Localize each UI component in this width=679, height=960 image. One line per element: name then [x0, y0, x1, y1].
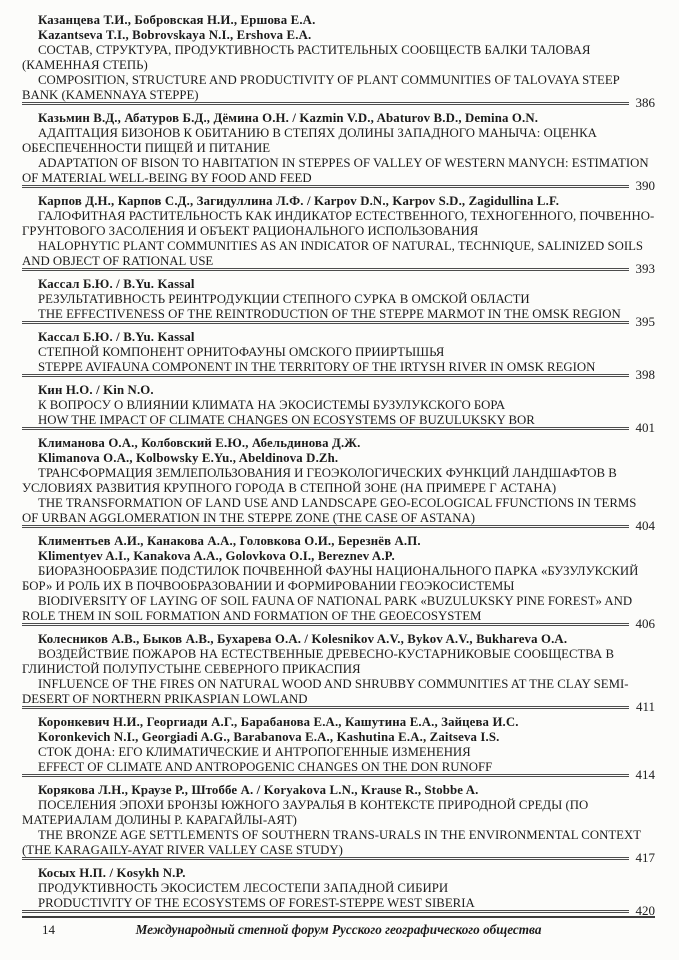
leader-rule — [22, 427, 629, 430]
author-line: Klimentyev A.I., Kanakova A.A., Golovkova O.I., Bereznev A.P. — [38, 549, 395, 563]
author-line: Kazantseva T.I., Bobrovskaya N.I., Ershova E.A. — [38, 28, 312, 42]
entry-authors — [22, 866, 655, 881]
entry-title-ru: ГАЛОФИТНАЯ РАСТИТЕЛЬНОСТЬ КАК ИНДИКАТОР ЕСТЕСТВЕННОГО, ТЕХНОГЕННОГО, ПОЧВЕННО-ГРУНТОВОГО ЗАСОЛЕНИЯ И ОБЪЕКТ РАЦИОНАЛЬНОГО ИСПОЛЬЗОВАНИЯ — [22, 209, 655, 238]
entry-title-ru: СТЕПНОЙ КОМПОНЕНТ ОРНИТОФАУНЫ ОМСКОГО ПРИИРТЫШЬЯ — [38, 345, 445, 359]
author-line: Косых Н.П. / Kosykh N.P. — [38, 866, 186, 880]
entry-page-ref: 401 — [635, 420, 655, 435]
entry-title-en: COMPOSITION, STRUCTURE AND PRODUCTIVITY OF PLANT COMMUNITIES OF TALOVAYA STEEP BANK (KAMENNAYA STEPPE) — [22, 73, 620, 102]
entry-page-ref: 390 — [635, 178, 655, 193]
entry-title-ru: К ВОПРОСУ О ВЛИЯНИИ КЛИМАТА НА ЭКОСИСТЕМЫ БУЗУЛУКСКОГО БОРА — [38, 398, 506, 412]
toc-entry — [22, 436, 655, 531]
entry-authors — [22, 194, 655, 209]
entry-authors — [22, 715, 655, 745]
toc-entry — [22, 715, 655, 780]
entry-title-ru: СОСТАВ, СТРУКТУРА, ПРОДУКТИВНОСТЬ РАСТИТЕЛЬНЫХ СООБЩЕСТВ БАЛКИ ТАЛОВАЯ (КАМЕННАЯ СТЕПЬ) — [22, 43, 591, 72]
entry-authors — [22, 783, 655, 798]
entry-authors — [22, 632, 655, 647]
toc-entry — [22, 783, 655, 863]
entry-title-en: THE TRANSFORMATION OF LAND USE AND LANDSCAPE GEO-ECOLOGICAL FFUNCTIONS IN TERMS OF URBAN AGGLOMERATION IN THE STEPPE ZONE (THE CASE OF ASTANA) — [22, 496, 637, 525]
author-line: Кассал Б.Ю. / B.Yu. Kassal — [38, 277, 195, 291]
leader-rule — [22, 910, 629, 913]
entry-authors — [22, 111, 655, 126]
entry-title-ru: ВОЗДЕЙСТВИЕ ПОЖАРОВ НА ЕСТЕСТВЕННЫЕ ДРЕВЕСНО-КУСТАРНИКОВЫЕ СООБЩЕСТВА В ГЛИНИСТОЙ ПОЛУПУСТЫНЕ СЕВЕРНОГО ПРИКАСПИЯ — [22, 647, 615, 676]
author-line: Климанова О.А., Колбовский Е.Ю., Абельдинова Д.Ж. — [38, 436, 361, 450]
author-line: Koronkevich N.I., Georgiadi A.G., Barabanova E.A., Kashutina E.A., Zaitseva I.S. — [38, 730, 500, 744]
entry-title-en: HOW THE IMPACT OF CLIMATE CHANGES ON ECOSYSTEMS OF BUZULUKSKY BOR — [38, 413, 535, 427]
leader-rule — [22, 623, 629, 626]
entry-title-en: THE EFFECTIVENESS OF THE REINTRODUCTION OF THE STEPPE MARMOT IN THE OMSK REGION — [38, 307, 621, 321]
leader-rule — [22, 374, 629, 377]
leader-rule — [22, 774, 629, 777]
toc-entry — [22, 383, 655, 433]
toc-list — [22, 13, 655, 919]
entry-page-ref: 398 — [635, 367, 655, 382]
entry-page-ref: 393 — [635, 261, 655, 276]
running-title: Международный степной форум Русского географического общества — [135, 922, 542, 937]
author-line: Корякова Л.Н., Краузе Р., Штоббе А. / Koryakova L.N., Krause R., Stobbe A. — [38, 783, 479, 797]
toc-entry — [22, 534, 655, 629]
entry-authors — [22, 383, 655, 398]
page-footer — [22, 916, 655, 937]
entry-title-en: EFFECT OF CLIMATE AND ANTROPOGENIC CHANGES ON THE DON RUNOFF — [38, 760, 493, 774]
entry-page-ref: 411 — [635, 699, 655, 714]
entry-title-en: THE BRONZE AGE SETTLEMENTS OF SOUTHERN TRANS-URALS IN THE ENVIRONMENTAL CONTEXT (THE KARAGAILY-AYAT RIVER VALLEY CASE STUDY) — [22, 828, 641, 857]
entry-title-ru: СТОК ДОНА: ЕГО КЛИМАТИЧЕСКИЕ И АНТРОПОГЕННЫЕ ИЗМЕНЕНИЯ — [38, 745, 471, 759]
entry-title-ru: ПРОДУКТИВНОСТЬ ЭКОСИСТЕМ ЛЕСОСТЕПИ ЗАПАДНОЙ СИБИРИ — [38, 881, 449, 895]
entry-page-ref: 417 — [635, 850, 655, 865]
leader-rule — [22, 857, 629, 860]
entry-authors — [22, 13, 655, 43]
author-line: Карпов Д.Н., Карпов С.Д., Загидуллина Л.Ф. / Karpov D.N., Karpov S.D., Zagidullina L.F. — [38, 194, 560, 208]
entry-page-ref: 414 — [635, 767, 655, 782]
leader-rule — [22, 185, 629, 188]
entry-authors — [22, 330, 655, 345]
leader-rule — [22, 268, 629, 271]
entry-title-en: STEPPE AVIFAUNA COMPONENT IN THE TERRITORY OF THE IRTYSH RIVER IN OMSK REGION — [38, 360, 596, 374]
toc-entry — [22, 194, 655, 274]
entry-title-ru: БИОРАЗНООБРАЗИЕ ПОДСТИЛОК ПОЧВЕННОЙ ФАУНЫ НАЦИОНАЛЬНОГО ПАРКА «БУЗУЛУКСКИЙ БОР» И РОЛЬ ИХ В ПОЧВООБРАЗОВАНИИ И ФОРМИРОВАНИИ ГЕОЭКОСИСТЕМЫ — [22, 564, 639, 593]
entry-page-ref: 404 — [635, 518, 655, 533]
toc-entry — [22, 277, 655, 327]
entry-title-en: HALOPHYTIC PLANT COMMUNITIES AS AN INDICATOR OF NATURAL, TECHNIQUE, SALINIZED SOILS AND OBJECT OF RATIONAL USE — [22, 239, 644, 268]
entry-title-ru: АДАПТАЦИЯ БИЗОНОВ К ОБИТАНИЮ В СТЕПЯХ ДОЛИНЫ ЗАПАДНОГО МАНЫЧА: ОЦЕНКА ОБЕСПЕЧЕННОСТИ ПИЩЕЙ И ПИТАНИЕ — [22, 126, 597, 155]
entry-title-en: PRODUCTIVITY OF THE ECOSYSTEMS OF FOREST-STEPPE WEST SIBERIA — [38, 896, 475, 910]
entry-page-ref: 386 — [635, 95, 655, 110]
author-line: Казанцева Т.И., Бобровская Н.И., Ершова Е.А. — [38, 13, 316, 27]
author-line: Кин Н.О. / Kin N.O. — [38, 383, 154, 397]
leader-rule — [22, 525, 629, 528]
author-line: Колесников А.В., Быков А.В., Бухарева О.А. / Kolesnikov A.V., Bykov A.V., Bukhareva O.A. — [38, 632, 568, 646]
leader-rule — [22, 102, 629, 105]
author-line: Коронкевич Н.И., Георгиади А.Г., Барабанова Е.А., Кашутина Е.А., Зайцева И.С. — [38, 715, 519, 729]
entry-authors — [22, 436, 655, 466]
entry-title-ru: ПОСЕЛЕНИЯ ЭПОХИ БРОНЗЫ ЮЖНОГО ЗАУРАЛЬЯ В КОНТЕКСТЕ ПРИРОДНОЙ СРЕДЫ (ПО МАТЕРИАЛАМ ДОЛИНЫ Р. КАРАГАЙЛЫ-АЯТ) — [22, 798, 589, 827]
leader-rule — [22, 321, 629, 324]
entry-title-ru: ТРАНСФОРМАЦИЯ ЗЕМЛЕПОЛЬЗОВАНИЯ И ГЕОЭКОЛОГИЧЕСКИХ ФУНКЦИЙ ЛАНДШАФТОВ В УСЛОВИЯХ РАЗВИТИЯ КРУПНОГО ГОРОДА В СТЕПНОЙ ЗОНЕ (НА ПРИМЕРЕ Г АСТАНА) — [22, 466, 617, 495]
toc-entry — [22, 866, 655, 916]
toc-entry — [22, 13, 655, 108]
toc-entry — [22, 111, 655, 191]
leader-rule — [22, 706, 629, 709]
toc-entry — [22, 330, 655, 380]
author-line: Klimanova O.A., Kolbowsky E.Yu., Abeldinova D.Zh. — [38, 451, 339, 465]
toc-entry — [22, 632, 655, 712]
entry-authors — [22, 534, 655, 564]
entry-page-ref: 395 — [635, 314, 655, 329]
entry-page-ref: 420 — [635, 903, 655, 918]
entry-page-ref: 406 — [635, 616, 655, 631]
author-line: Кассал Б.Ю. / B.Yu. Kassal — [38, 330, 195, 344]
entry-title-en: ADAPTATION OF BISON TO HABITATION IN STEPPES OF VALLEY OF WESTERN MANYCH: ESTIMATION OF MATERIAL WELL-BEING BY FOOD AND FEED — [22, 156, 649, 185]
entry-authors — [22, 277, 655, 292]
author-line: Климентьев А.И., Канакова А.А., Головкова О.И., Березнёв А.П. — [38, 534, 421, 548]
entry-title-en: BIODIVERSITY OF LAYING OF SOIL FAUNA OF NATIONAL PARK «BUZULUKSKY PINE FOREST» AND ROLE THEM IN SOIL FORMATION AND FORMATION OF THE GEOECOSYSTEM — [22, 594, 633, 623]
entry-title-en: INFLUENCE OF THE FIRES ON NATURAL WOOD AND SHRUBBY COMMUNITIES AT THE CLAY SEMI-DESERT OF NORTHERN PRIKASPIAN LOWLAND — [22, 677, 629, 706]
folio-page-number: 14 — [42, 922, 55, 937]
author-line: Казьмин В.Д., Абатуров Б.Д., Дёмина О.Н. / Kazmin V.D., Abaturov B.D., Demina O.N. — [38, 111, 539, 125]
entry-title-ru: РЕЗУЛЬТАТИВНОСТЬ РЕИНТРОДУКЦИИ СТЕПНОГО СУРКА В ОМСКОЙ ОБЛАСТИ — [38, 292, 530, 306]
